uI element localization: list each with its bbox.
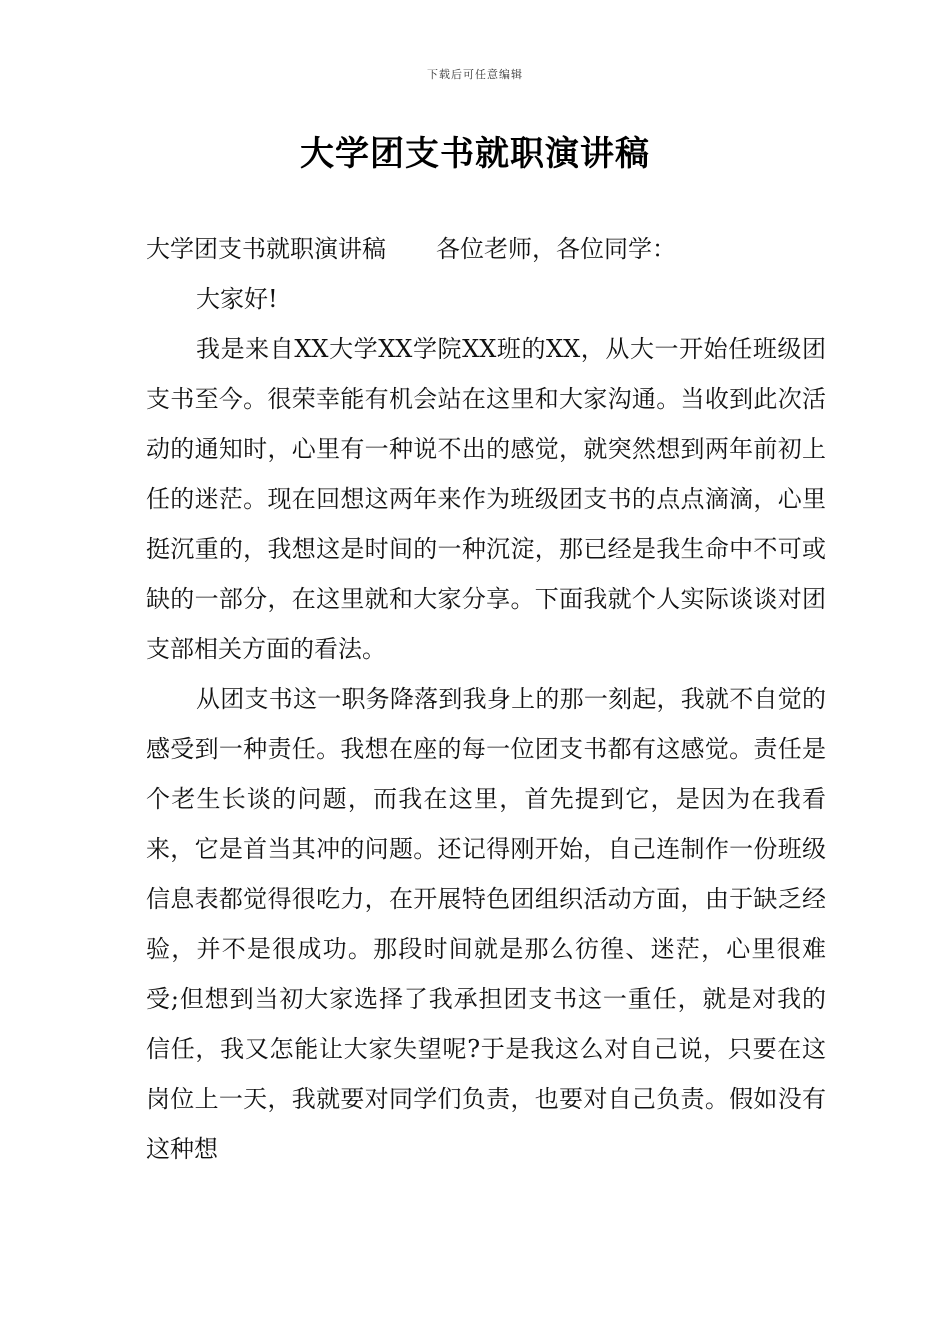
intro-line <box>146 224 826 274</box>
paragraph-responsibility: 从团支书这一职务降落到我身上的那一刻起，我就不自觉的感受到一种责任。我想在座的每一位团支书都有这感觉。责任是个老生长谈的问题，而我在这里，首先提到它，是因为在我看来，它是首当其冲的问题。还记得刚开始，自己连制作一份班级信息表都觉得很吃力，在开展特色团组织活动方面，由于缺乏经验，并不是很成功。那段时间就是那么彷徨、迷茫，心里很难受;但想到当初大家选择了我承担团支书这一重任，就是对我的信任，我又怎能让大家失望呢?于是我这么对自己说，只要在这岗位上一天，我就要对同学们负责，也要对自己负责。假如没有这种想 <box>146 685 826 1163</box>
intro-lead: 大学团支书就职演讲稿 <box>146 235 386 263</box>
document-title: 大学团支书就职演讲稿 <box>300 134 650 174</box>
intro-salutation: 各位老师，各位同学： <box>436 235 676 263</box>
header-note: 下载后可任意编辑 <box>427 68 523 81</box>
paragraph-introduction: 我是来自XX大学XX学院XX班的XX，从大一开始任班级团支书至今。很荣幸能有机会站在这里和大家沟通。当收到此次活动的通知时，心里有一种说不出的感觉，就突然想到两年前初上任的迷茫。现在回想这两年来作为班级团支书的点点滴滴，心里挺沉重的，我想这是时间的一种沉淀，那已经是我生命中不可或缺的一部分，在这里就和大家分享。下面我就个人实际谈谈对团支部相关方面的看法。 <box>146 335 826 663</box>
paragraph-greeting: 大家好! <box>196 285 278 313</box>
document-body <box>146 224 826 1174</box>
